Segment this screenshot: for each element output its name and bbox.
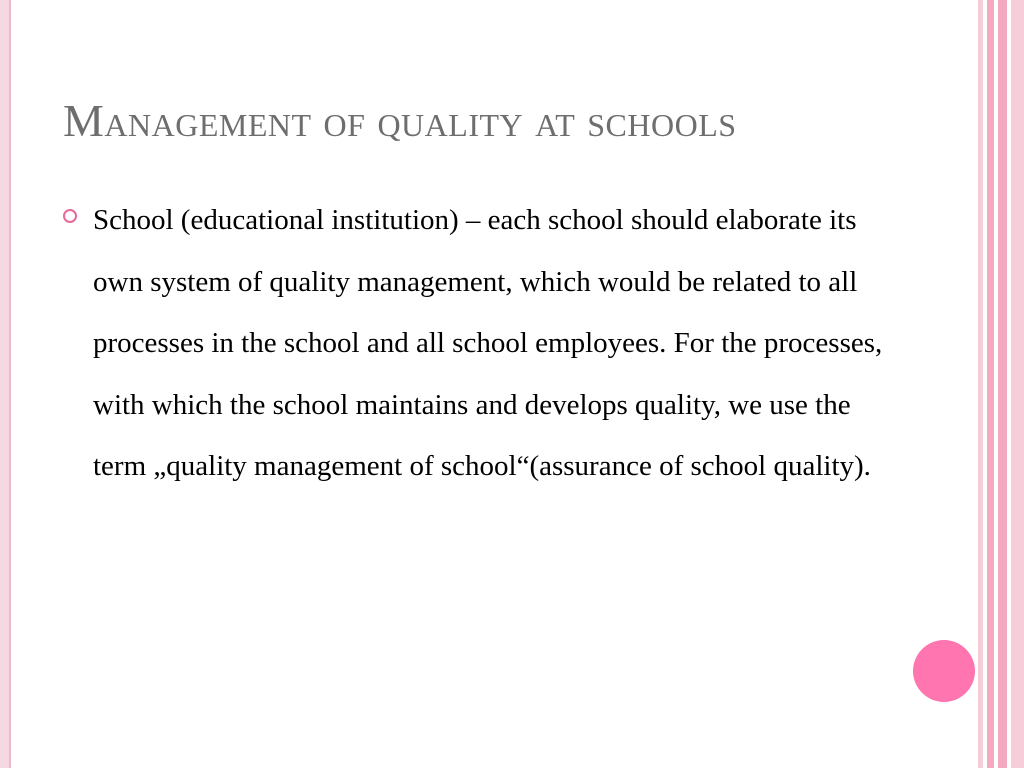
right-border-stripe bbox=[987, 0, 994, 768]
right-border-stripe bbox=[998, 0, 1007, 768]
bullet-text: School (educational institution) – each school should elaborate its own system of quality management, which would be related to all processes in the school and all school employees. For the processes, with which the school maintains and develops quality, we use the term „quality management of school“(assurance of school quality). bbox=[93, 204, 883, 482]
decorative-pink-circle bbox=[913, 640, 975, 702]
left-border-stripe bbox=[0, 0, 9, 768]
right-border-stripe bbox=[1011, 0, 1024, 768]
left-border-line bbox=[9, 0, 11, 768]
slide-title: Management of quality at schools bbox=[63, 95, 737, 146]
bullet-circle-icon bbox=[63, 209, 77, 223]
